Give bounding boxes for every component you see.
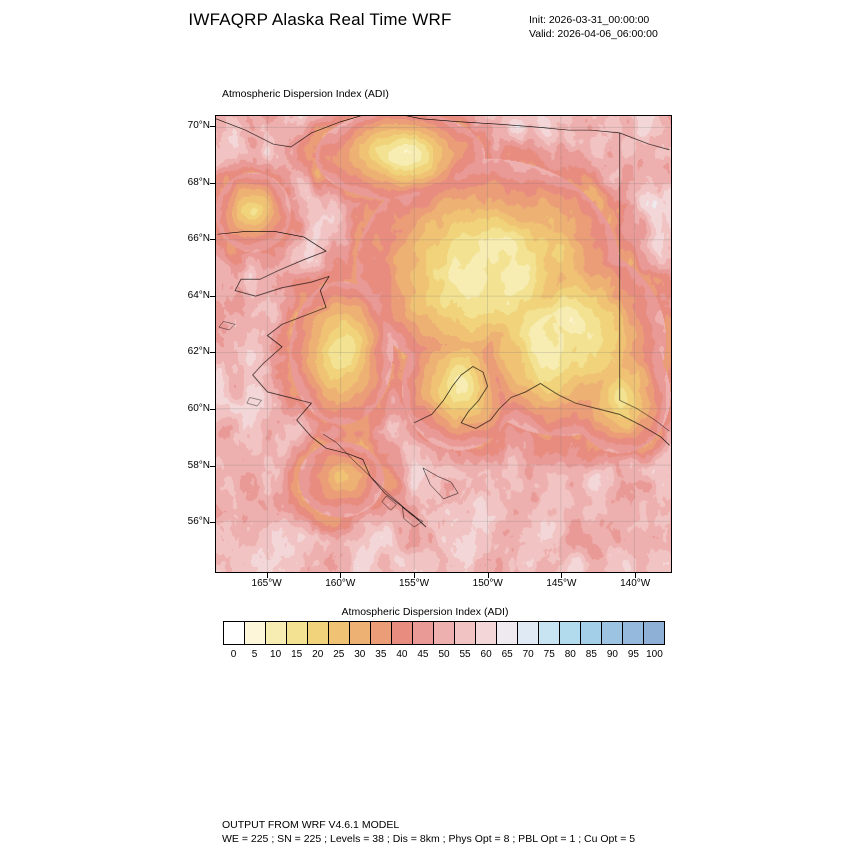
y-tick-mark	[210, 352, 215, 353]
colorbar-tick-label: 50	[438, 649, 450, 660]
colorbar-swatch	[392, 622, 413, 644]
colorbar-swatch	[413, 622, 434, 644]
y-tick-label: 68°N	[187, 176, 210, 188]
colorbar-swatch	[497, 622, 518, 644]
colorbar-tick-labels	[223, 649, 665, 663]
colorbar-tick-label: 55	[459, 649, 471, 660]
colorbar-tick-label: 0	[230, 649, 237, 660]
map-plot-area	[215, 115, 672, 573]
colorbar-swatch	[350, 622, 371, 644]
colorbar-swatch	[455, 622, 476, 644]
colorbar-title: Atmospheric Dispersion Index (ADI)	[341, 606, 509, 618]
x-tick-label: 155°W	[398, 578, 430, 589]
page-title: IWFAQRP Alaska Real Time WRF	[188, 10, 452, 29]
y-tick-label: 56°N	[187, 516, 210, 528]
colorbar-tick-label: 5	[251, 649, 258, 660]
init-valid-block	[529, 13, 658, 41]
model-footer	[222, 818, 635, 846]
colorbar-tick-label: 80	[564, 649, 576, 660]
y-tick-label: 60°N	[187, 403, 210, 415]
y-tick-label: 70°N	[187, 120, 210, 132]
x-tick-mark	[488, 573, 489, 578]
colorbar-swatch	[644, 622, 664, 644]
colorbar-tick-label: 60	[480, 649, 492, 660]
y-tick-mark	[210, 183, 215, 184]
colorbar-swatch	[560, 622, 581, 644]
colorbar-tick-label: 70	[522, 649, 534, 660]
colorbar-swatch	[581, 622, 602, 644]
x-tick-mark	[635, 573, 636, 578]
y-tick-mark	[210, 466, 215, 467]
footer-line-1: OUTPUT FROM WRF V4.6.1 MODEL	[222, 819, 400, 831]
x-tick-label: 140°W	[620, 578, 651, 589]
y-tick-mark	[210, 409, 215, 410]
colorbar-swatch	[434, 622, 455, 644]
colorbar-tick-label: 10	[270, 649, 282, 660]
colorbar-swatch	[224, 622, 245, 644]
colorbar-swatch	[539, 622, 560, 644]
y-tick-mark	[210, 522, 215, 523]
colorbar-swatch	[476, 622, 497, 644]
x-tick-mark	[267, 573, 268, 578]
colorbar-swatch	[266, 622, 287, 644]
init-time: Init: 2026-03-31_00:00:00	[529, 14, 650, 26]
colorbar-swatch	[308, 622, 329, 644]
x-tick-label: 150°W	[472, 578, 503, 589]
colorbar-tick-label: 45	[417, 649, 429, 660]
valid-time: Valid: 2026-04-06_06:00:00	[529, 28, 658, 40]
colorbar-tick-label: 25	[333, 649, 345, 660]
plot-title: Atmospheric Dispersion Index (ADI)	[222, 88, 389, 100]
colorbar-tick-label: 40	[396, 649, 408, 660]
colorbar-swatch	[371, 622, 392, 644]
x-tick-label: 145°W	[546, 578, 577, 589]
y-tick-label: 66°N	[187, 233, 210, 245]
x-tick-mark	[340, 573, 341, 578]
y-tick-mark	[210, 239, 215, 240]
x-tick-label: 165°W	[251, 578, 282, 589]
x-tick-label: 160°W	[325, 578, 356, 589]
colorbar-swatch	[287, 622, 308, 644]
colorbar-swatch	[623, 622, 644, 644]
x-tick-mark	[561, 573, 562, 578]
colorbar-tick-label: 20	[312, 649, 324, 660]
colorbar-swatch	[518, 622, 539, 644]
y-tick-mark	[210, 296, 215, 297]
colorbar-tick-label: 30	[354, 649, 366, 660]
colorbar-swatch	[245, 622, 266, 644]
colorbar-tick-label: 15	[291, 649, 303, 660]
y-tick-label: 62°N	[187, 346, 210, 358]
x-tick-mark	[414, 573, 415, 578]
colorbar-tick-label: 65	[501, 649, 513, 660]
footer-line-2: WE = 225 ; SN = 225 ; Levels = 38 ; Dis = 8km ; Phys Opt = 8 ; PBL Opt = 1 ; Cu Opt = 5	[222, 833, 636, 845]
colorbar-tick-label: 35	[375, 649, 387, 660]
colorbar	[223, 621, 665, 645]
y-tick-label: 58°N	[187, 459, 210, 471]
colorbar-swatch	[602, 622, 623, 644]
y-tick-label: 64°N	[187, 289, 210, 301]
colorbar-tick-label: 95	[627, 649, 639, 660]
x-axis-labels	[215, 578, 672, 598]
colorbar-tick-label: 85	[585, 649, 597, 660]
colorbar-tick-label: 75	[543, 649, 555, 660]
adi-heatmap-canvas	[216, 116, 671, 572]
y-axis-labels	[150, 115, 210, 573]
colorbar-swatch	[329, 622, 350, 644]
y-tick-mark	[210, 126, 215, 127]
colorbar-tick-label: 100	[646, 649, 663, 660]
colorbar-tick-label: 90	[606, 649, 618, 660]
